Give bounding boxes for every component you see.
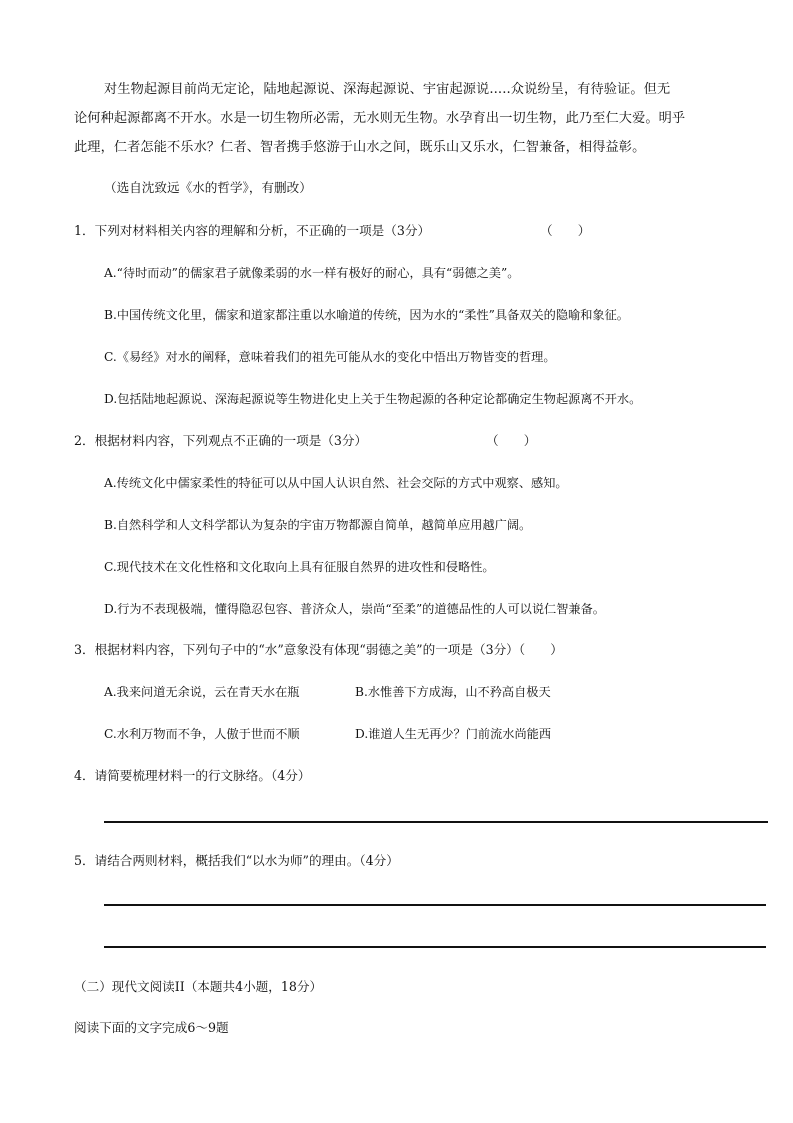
q4-answer-line[interactable]: [104, 821, 768, 823]
passage-source: （选自沈致远《水的哲学》，有删改）: [104, 180, 312, 195]
q2-answer-paren: （ ）: [486, 433, 537, 448]
q2-option-a: A.传统文化中儒家柔性的特征可以从中国人认识自然、社会交际的方式中观察、感知。: [104, 476, 568, 490]
q2-option-d: D.行为不表现极端，懂得隐忍包容、普济众人，崇尚“至柔”的道德品性的人可以说仁智兼备。: [104, 602, 605, 616]
q1-option-c: C.《易经》对水的阐释，意味着我们的祖先可能从水的变化中悟出万物皆变的哲理。: [104, 350, 556, 364]
q3-option-b: B.水惟善下方成海，山不矜高自极天: [355, 685, 551, 699]
q4-stem: 4．请简要梳理材料一的行文脉络。（4分）: [74, 768, 311, 783]
section2-heading: （二）现代文阅读II（本题共4小题，18分）: [74, 979, 323, 994]
q5-answer-line-2[interactable]: [104, 946, 766, 948]
section2-instruction: 阅读下面的文字完成6～9题: [74, 1020, 229, 1035]
q3-option-a: A.我来问道无余说，云在青天水在瓶: [104, 685, 300, 699]
q5-stem: 5．请结合两则材料，概括我们“以水为师”的理由。（4分）: [74, 853, 399, 868]
q2-option-c: C.现代技术在文化性格和文化取向上具有征服自然界的进攻性和侵略性。: [104, 560, 495, 574]
q1-answer-paren: （ ）: [540, 223, 591, 238]
q3-option-c: C.水利万物而不争，人傲于世而不顺: [104, 727, 300, 741]
q1-option-b: B.中国传统文化里，儒家和道家都注重以水喻道的传统，因为水的“柔性”具备双关的隐喻和象征。: [104, 308, 629, 322]
q3-option-d: D.谁道人生无再少？门前流水尚能西: [355, 727, 552, 741]
passage-line-2: 论何种起源都离不开水。水是一切生物所必需，无水则无生物。水孕育出一切生物，此乃至仁大爱。明乎: [74, 111, 686, 126]
q1-option-d: D.包括陆地起源说、深海起源说等生物进化史上关于生物起源的各种定论都确定生物起源离不开水。: [104, 392, 642, 406]
q5-answer-line-1[interactable]: [104, 904, 766, 906]
q3-stem: 3．根据材料内容，下列句子中的“水”意象没有体现“弱德之美”的一项是（3分）（ ）: [74, 642, 563, 657]
passage-line-1: 对生物起源目前尚无定论，陆地起源说、深海起源说、宇宙起源说.....众说纷呈，有待验证。但无: [104, 82, 671, 97]
q1-stem: 1．下列对材料相关内容的理解和分析，不正确的一项是（3分）: [74, 223, 431, 238]
passage-line-3: 此理，仁者怎能不乐水？仁者、智者携手悠游于山水之间，既乐山又乐水，仁智兼备，相得益彰。: [74, 140, 646, 155]
q2-option-b: B.自然科学和人文科学都认为复杂的宇宙万物都源自简单，越简单应用越广阔。: [104, 518, 532, 532]
q1-option-a: A.“待时而动”的儒家君子就像柔弱的水一样有极好的耐心，具有“弱德之美”。: [104, 266, 520, 280]
q2-stem: 2．根据材料内容，下列观点不正确的一项是（3分）: [74, 433, 368, 448]
